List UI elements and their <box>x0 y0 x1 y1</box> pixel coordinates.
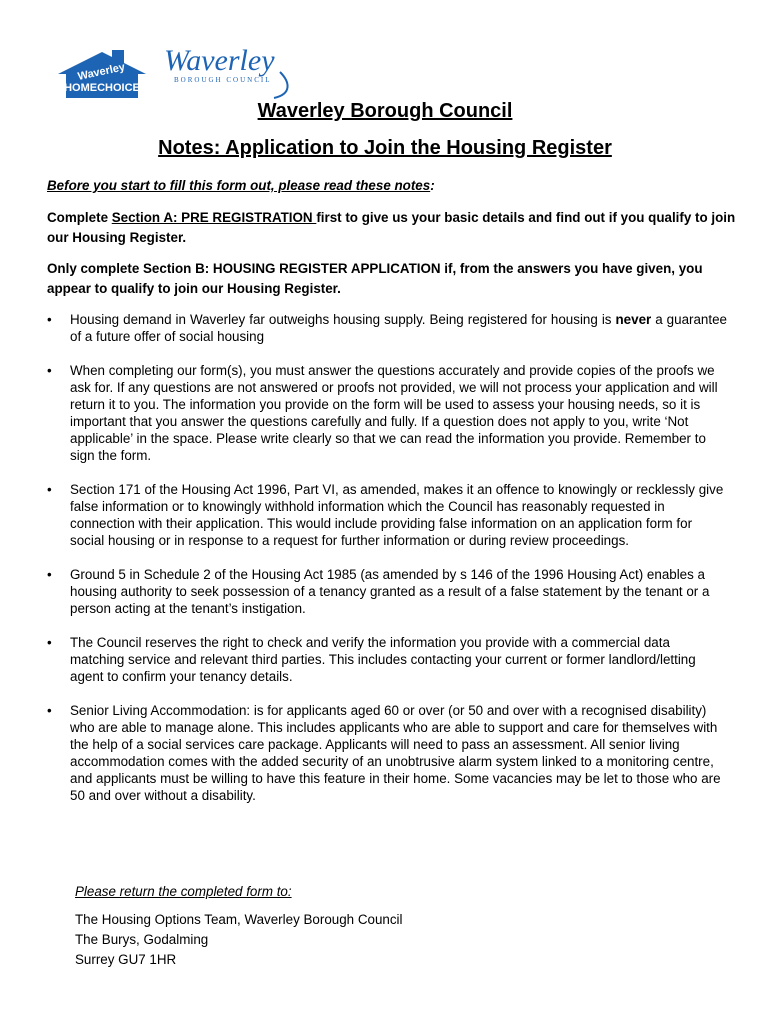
p1-rest: first to give us your basic details and find out if you qualify to join our Housing Register. <box>47 210 736 245</box>
page-subtitle: Notes: Application to Join the Housing Register <box>158 137 612 159</box>
intro-text: Before you start to fill this form out, please read these notes <box>47 178 431 193</box>
return-address <box>75 910 403 970</box>
list-item: • Section 171 of the Housing Act 1996, Part VI, as amended, makes it an offence to knowingly or recklessly give false information or to knowingly withhold information which the Council has reasonably requested in connection with their application. This would include providing false information on an application form for social housing or in response to a request for further information or during review proceedings. <box>47 482 724 548</box>
list-item: • Senior Living Accommodation: is for applicants aged 60 or over (or 50 and over with a recognised disability) who are able to manage alone. This includes applicants who are able to support and care for themselves with the help of a social services care package. Applicants will need to pass an assessment. All senior living accommodation comes with the added security of an unobtrusive alarm system linked to a monitoring centre, and applicants must be willing to have this feature in their home. Some vacancies may be let to those who are 50 and over without a disability. <box>47 703 721 803</box>
p1-prefix: Complete <box>47 210 112 225</box>
section-b-instruction: Only complete Section B: HOUSING REGISTER APPLICATION if, from the answers you have given, you appear to qualify to join our Housing Register. <box>47 261 703 296</box>
list-item: • When completing our form(s), you must answer the questions accurately and provide copies of the proofs we ask for. If any questions are not answered or proofs not provided, we will not process your application and will return it to you. The information you provide on the form will be used to assess your housing needs, so it is important that you answer the questions carefully and fully. If a question does not apply to you, write ‘Not applicable’ in the space. Please write clearly so that we can read the information you provide. Remember to sign the form. <box>47 363 718 463</box>
home-choice-logo <box>50 48 154 100</box>
bullet-icon: • <box>47 567 52 582</box>
list-item: • Ground 5 in Schedule 2 of the Housing Act 1985 (as amended by s 146 of the 1996 Housing Act) enables a housing authority to seek possession of a tenancy granted as a result of a false statement by the tenant or a person acting at the tenant’s instigation. <box>47 567 710 616</box>
bullet-icon: • <box>47 635 52 650</box>
section-a-instruction <box>47 208 737 248</box>
bullet-icon: • <box>47 312 52 327</box>
intro-note <box>47 178 435 193</box>
home-choice-tagline: HOMECHOICE <box>64 82 140 94</box>
page-title: Waverley Borough Council <box>257 100 513 122</box>
return-instruction: Please return the completed form to: <box>75 884 292 899</box>
address-line-1: The Housing Options Team, Waverley Borough Council <box>75 912 403 927</box>
address-line-2: The Burys, Godalming <box>75 932 209 947</box>
waverley-subtitle: BOROUGH COUNCIL <box>174 76 272 84</box>
waverley-council-logo <box>162 42 304 100</box>
intro-suffix: : <box>430 178 435 193</box>
list-item: • The Council reserves the right to check and verify the information you provide with a commercial data matching service and relevant third parties. This includes contacting your current or former landlord/letting agent to confirm your tenancy details. <box>47 635 696 684</box>
home-choice-wordmark: Waverley <box>76 61 127 83</box>
bullet-icon: • <box>47 363 52 378</box>
section-a-reference: Section A: PRE REGISTRATION <box>111 210 317 225</box>
bullet-icon: • <box>47 482 52 497</box>
list-item: • Housing demand in Waverley far outweighs housing supply. Being registered for housing is never a guarantee of a future offer of social housing <box>47 312 727 344</box>
waverley-wordmark: Waverley <box>164 44 275 77</box>
address-line-3: Surrey GU7 1HR <box>75 952 177 967</box>
notes-list <box>47 311 727 821</box>
bullet-icon: • <box>47 703 52 718</box>
